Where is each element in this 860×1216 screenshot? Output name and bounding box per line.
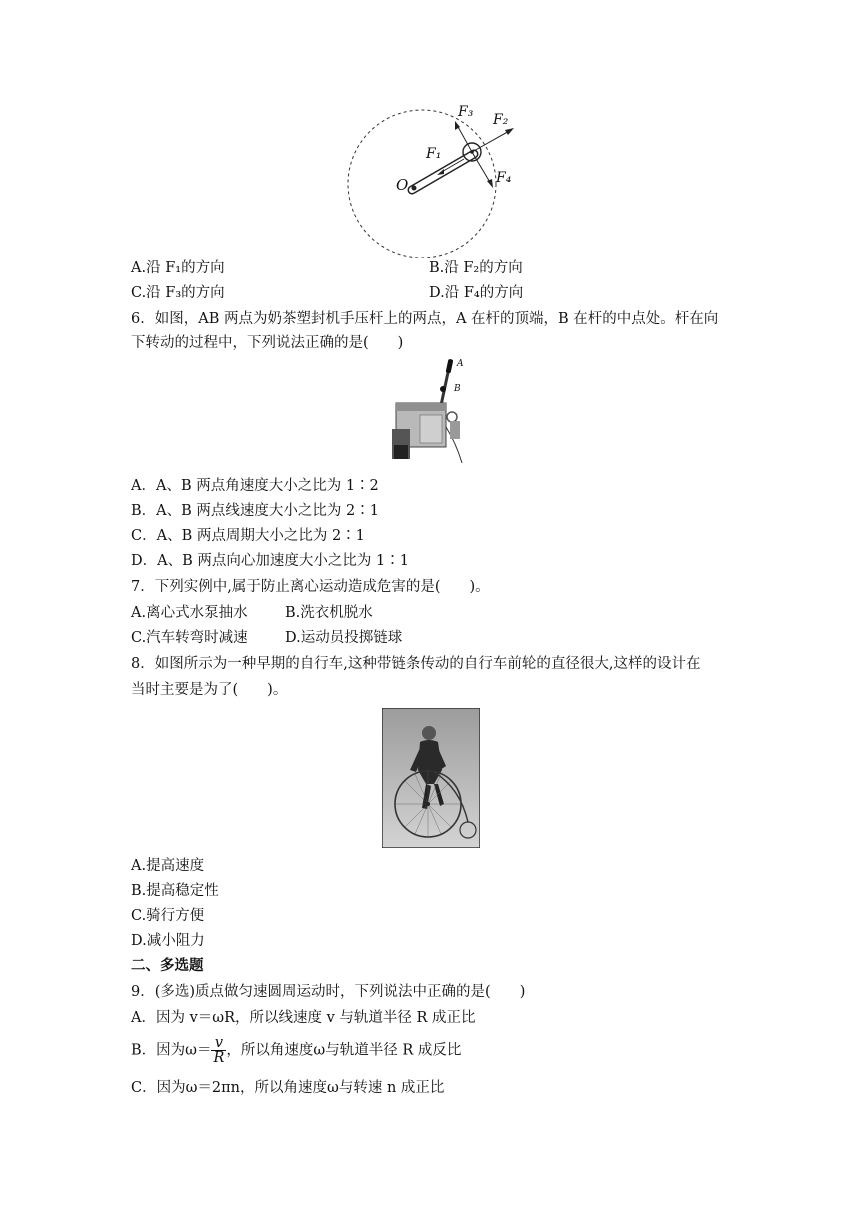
q5-option-b: B.沿 F₂的方向 — [429, 260, 523, 276]
label-f2: F₂ — [493, 112, 509, 128]
q8-option-a: A.提高速度 — [131, 858, 205, 874]
q6-label-b: B — [454, 384, 461, 394]
fraction-numerator: v — [211, 1036, 226, 1051]
pivot-point — [412, 186, 417, 191]
q6-option-d: D．A、B 两点向心加速度大小之比为 1∶1 — [131, 553, 409, 569]
q8-stem-line1: 8．如图所示为一种早期的自行车,这种带链条传动的自行车前轮的直径很大,这样的设计在 — [131, 656, 701, 672]
section-heading-multiple-choice: 二、多选题 — [131, 958, 204, 974]
q8-option-d: D.减小阻力 — [131, 933, 205, 949]
q6-label-a: A — [457, 359, 464, 369]
q9-option-c: C．因为ω＝2πn，所以角速度ω与转速 n 成正比 — [131, 1080, 445, 1096]
q8-option-b: B.提高稳定性 — [131, 883, 219, 899]
q7-stem: 7．下列实例中,属于防止离心运动造成危害的是( )。 — [131, 579, 490, 595]
q9-stem: 9．(多选)质点做匀速圆周运动时，下列说法中正确的是( ) — [131, 984, 526, 1000]
q7-option-a: A.离心式水泵抽水 — [131, 605, 248, 621]
q7-option-c: C.汽车转弯时减速 — [131, 630, 248, 646]
q9-option-b-prefix: B．因为ω＝ — [131, 1042, 212, 1059]
q6-option-b: B．A、B 两点线速度大小之比为 2∶1 — [131, 503, 379, 519]
q6-option-a: A．A、B 两点角速度大小之比为 1∶2 — [131, 478, 379, 494]
q9-option-b — [131, 1036, 461, 1065]
fraction-denominator: R — [213, 1050, 225, 1066]
label-f1: F₁ — [426, 146, 442, 162]
q8-bicycle-photo — [382, 708, 480, 848]
q6-sealing-machine-image — [390, 357, 470, 467]
q8-stem-line2: 当时主要是为了( )。 — [131, 682, 288, 698]
q7-option-b: B.洗衣机脱水 — [285, 605, 373, 621]
q5-option-d: D.沿 F₄的方向 — [429, 285, 524, 301]
label-f3: F₃ — [458, 104, 474, 120]
label-o: O — [396, 176, 409, 194]
q6-stem-line2: 下转动的过程中，下列说法正确的是( ) — [131, 335, 404, 351]
q6-stem-line1: 6．如图，AB 两点为奶茶塑封机手压杆上的两点，A 在杆的顶端，B 在杆的中点处。杆在向 — [131, 311, 719, 327]
q8-option-c: C.骑行方便 — [131, 908, 205, 924]
q9-option-b-suffix: ，所以角速度ω与轨道半径 R 成反比 — [226, 1042, 462, 1059]
q5-option-c: C.沿 F₃的方向 — [131, 285, 225, 301]
fraction-v-over-r — [211, 1036, 226, 1065]
q7-option-d: D.运动员投掷链球 — [285, 630, 403, 646]
q6-option-c: C．A、B 两点周期大小之比为 2∶1 — [131, 528, 365, 544]
q5-option-a: A.沿 F₁的方向 — [131, 260, 225, 276]
q9-option-a: A．因为 v＝ωR，所以线速度 v 与轨道半径 R 成正比 — [131, 1010, 476, 1026]
label-f4: F₄ — [496, 170, 512, 186]
